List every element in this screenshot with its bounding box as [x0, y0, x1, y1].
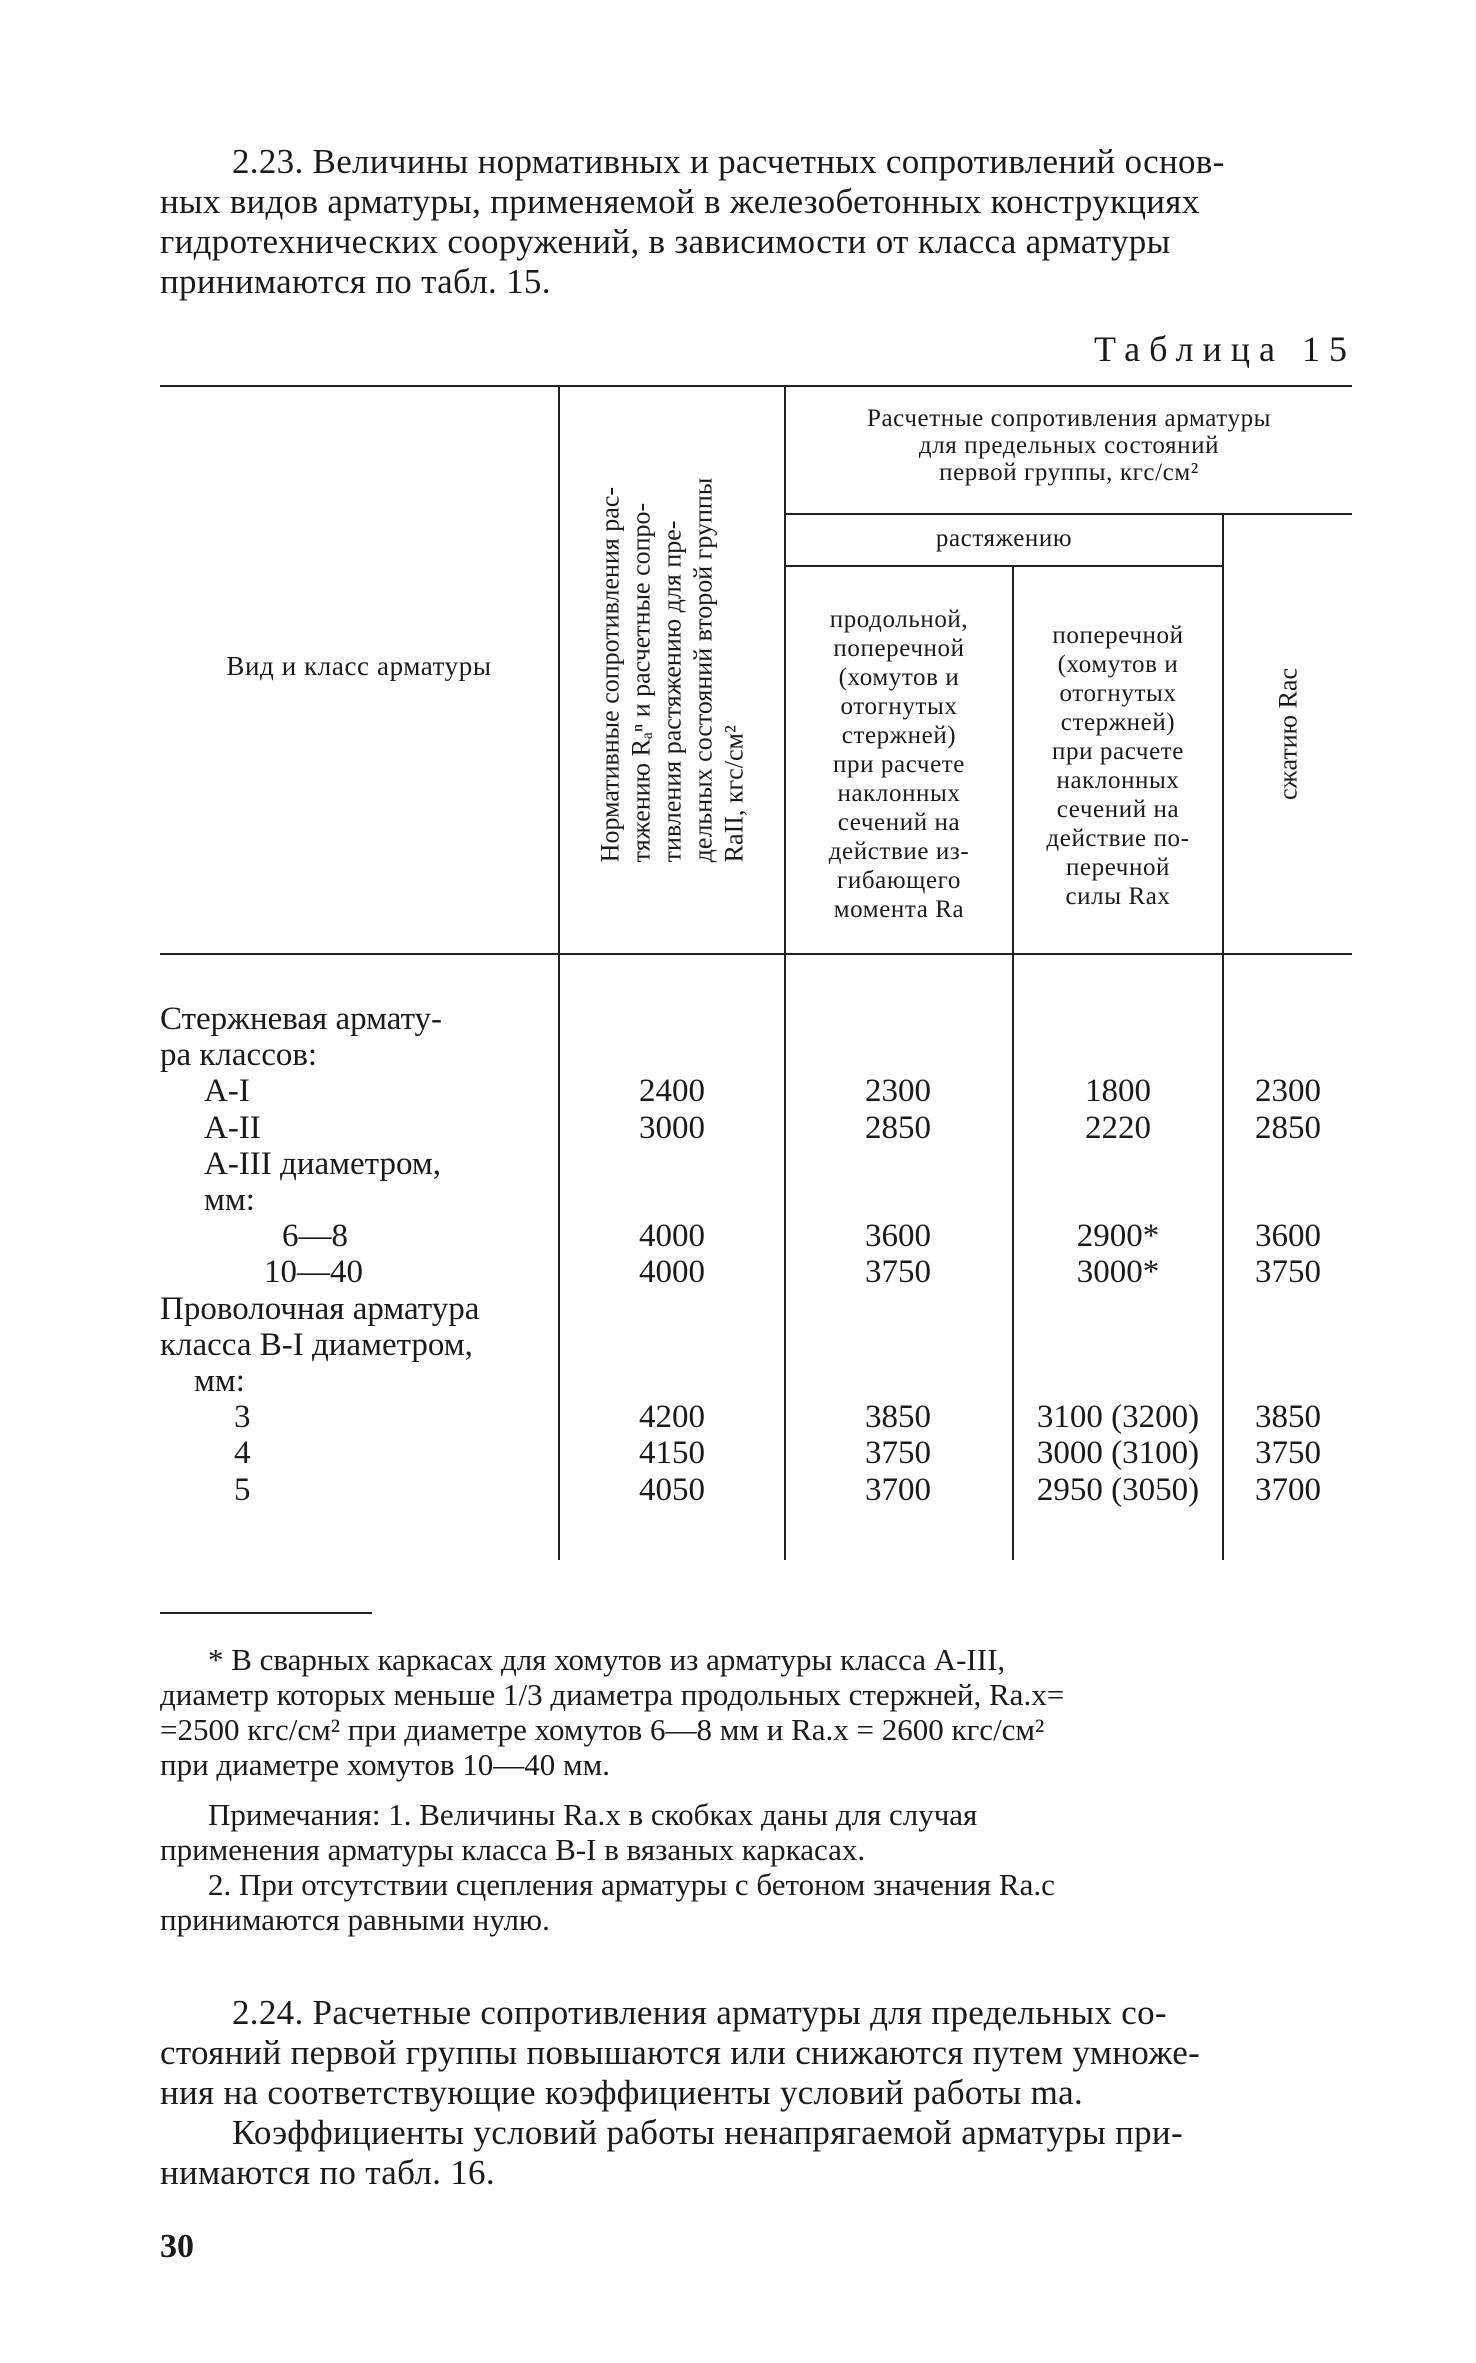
row-label: 3 — [234, 1399, 251, 1436]
text-line: Коэффициенты условий работы ненапрягаемой арматуры при- — [232, 2113, 1183, 2152]
row-label: А-II — [204, 1109, 261, 1146]
footnote-rule — [160, 1612, 372, 1614]
header-compression — [1224, 515, 1352, 953]
table-cell: 4000 — [639, 1254, 705, 1291]
text-line: * В сварных каркасах для хомутов из арматуры класса А-III, — [208, 1642, 1006, 1677]
text-line: =2500 кгс/см² при диаметре хомутов 6—8 мм и Ra.x = 2600 кгс/см² — [160, 1712, 1045, 1747]
table-cell: 1800 — [1085, 1073, 1151, 1110]
table-cell: 3100 (3200) — [1036, 1399, 1200, 1436]
header-line: (хомутов и — [1057, 651, 1179, 678]
table-cell: 2300 — [1255, 1073, 1321, 1110]
row-label: 4 — [234, 1435, 251, 1472]
row-label: Проволочная арматура — [160, 1290, 480, 1327]
text-line: принимаются по табл. 15. — [160, 262, 551, 301]
text-line: 2.23. Величины нормативных и расчетных сопротивлений основ- — [232, 142, 1225, 181]
paragraph-2-24 — [160, 1993, 1360, 2193]
header-line: действие из- — [828, 838, 970, 865]
text-line: применения арматуры класса В-I в вязаных каркасах. — [160, 1832, 866, 1867]
footnote — [160, 1642, 1360, 1782]
table-cell: 4000 — [639, 1218, 705, 1255]
table-cell: 3750 — [1255, 1435, 1321, 1472]
header-line: поперечной — [833, 635, 965, 662]
table-cell: 3000* — [1076, 1254, 1160, 1291]
header-kind: Вид и класс арматуры — [226, 651, 492, 681]
table-cell: 3850 — [1255, 1399, 1321, 1436]
header-line: стержней) — [1060, 709, 1176, 736]
header-line: стержней) — [841, 722, 957, 749]
row-label: 5 — [234, 1471, 251, 1508]
column-rule — [784, 385, 786, 1560]
header-longitudinal — [786, 605, 1012, 924]
header-line: поперечной — [1052, 622, 1184, 649]
table-notes — [160, 1797, 1360, 1937]
text-line: Примечания: 1. Величины Ra.x в скобках даны для случая — [208, 1797, 978, 1832]
text-line: ния на соответствующие коэффициенты условий работы ma. — [160, 2073, 1084, 2112]
row-label: ра классов: — [160, 1037, 318, 1074]
table-cell: 3000 — [639, 1109, 705, 1146]
header-line: (хомутов и — [838, 664, 960, 691]
table-cell: 3750 — [865, 1254, 931, 1291]
row-label: мм: — [204, 1182, 255, 1218]
text-line: принимаются равными нулю. — [160, 1902, 550, 1937]
header-transverse — [1014, 621, 1222, 911]
table-cell: 3000 (3100) — [1036, 1435, 1200, 1472]
table-cell: 3850 — [865, 1399, 931, 1436]
header-line: Нормативные сопротивления рас- — [595, 486, 625, 863]
table-cell: 2850 — [865, 1109, 931, 1146]
table-cell: 4050 — [639, 1471, 705, 1508]
header-line: сечений на — [1056, 796, 1180, 823]
header-line: RaII, кгс/см² — [719, 725, 749, 863]
header-line: наклонных — [1056, 767, 1180, 794]
header-line: отогнутых — [840, 693, 958, 720]
row-label: класса В-I диаметром, — [160, 1326, 473, 1363]
text-line: нимаются по табл. 16. — [160, 2153, 495, 2192]
table-cell: 3600 — [865, 1218, 931, 1255]
header-line: при расчете — [1052, 738, 1184, 765]
header-line: сжатию Rac — [1273, 668, 1303, 800]
header-line: Расчетные сопротивления арматуры — [866, 405, 1272, 432]
header-line: при расчете — [833, 751, 965, 778]
header-line: силы Rax — [1065, 883, 1171, 910]
header-line: продольной, — [829, 606, 969, 633]
table-cell: 3600 — [1255, 1218, 1321, 1255]
text-line: ных видов арматуры, применяемой в железобетонных конструкциях — [160, 182, 1200, 221]
table-cell: 2400 — [639, 1073, 705, 1110]
table-cell: 3750 — [1255, 1254, 1321, 1291]
row-label: Стержневая армату- — [160, 1001, 443, 1037]
text-line: гидротехнических сооружений, в зависимости от класса арматуры — [160, 222, 1171, 261]
header-line: момента Ra — [833, 896, 965, 923]
header-line: тяжению Rₐⁿ и расчетные сопро- — [626, 502, 656, 863]
table-cell: 3750 — [865, 1435, 931, 1472]
header-line: тивления растяжению для пре- — [657, 520, 687, 863]
table-cell: 2900* — [1076, 1218, 1160, 1255]
text-line: стояний первой группы повышаются или снижаются путем умноже- — [160, 2033, 1201, 2072]
row-label: А-III диаметром, — [204, 1145, 441, 1182]
header-line: отогнутых — [1059, 680, 1177, 707]
table-cell: 3700 — [865, 1471, 931, 1508]
table-cell: 3700 — [1255, 1471, 1321, 1508]
text-line: 2. При отсутствии сцепления арматуры с бетоном значения Ra.c — [208, 1867, 1055, 1902]
text-line: диаметр которых меньше 1/3 диаметра продольных стержней, Ra.x= — [160, 1677, 1065, 1712]
header-line: действие по- — [1046, 825, 1190, 852]
header-line: гибающего — [836, 867, 961, 894]
table-15 — [160, 385, 1352, 1560]
row-label: 6—8 — [282, 1218, 348, 1255]
text-line: при диаметре хомутов 10—40 мм. — [160, 1747, 610, 1782]
header-bottom-rule — [160, 953, 1352, 955]
header-line: для предельных состояний — [918, 432, 1220, 459]
header-normative — [560, 387, 784, 953]
text-line: 2.24. Расчетные сопротивления арматуры для предельных со- — [232, 1993, 1167, 2032]
header-group1 — [786, 405, 1352, 486]
table-cell: 2950 (3050) — [1036, 1471, 1200, 1508]
table-cell: 2850 — [1255, 1109, 1321, 1146]
paragraph-2-23 — [160, 142, 1360, 302]
table-cell: 4150 — [639, 1435, 705, 1472]
table-cell: 2300 — [865, 1073, 931, 1110]
row-label: мм: — [194, 1363, 245, 1399]
row-label: 10—40 — [264, 1254, 363, 1291]
header-tension: растяжению — [935, 525, 1073, 552]
header-line: первой группы, кгс/см² — [939, 459, 1199, 486]
table-cell: 4200 — [639, 1399, 705, 1436]
page-number: 30 — [160, 2228, 194, 2265]
header-line: наклонных — [837, 780, 961, 807]
table-cell: 2220 — [1085, 1109, 1151, 1146]
table-caption: Таблица 15 — [1094, 329, 1356, 369]
header-line: перечной — [1065, 854, 1171, 881]
row-label: А-I — [204, 1073, 250, 1110]
tension-header-rule — [784, 565, 1222, 567]
header-line: сечений на — [837, 809, 961, 836]
header-line: дельных состояний второй группы — [688, 477, 718, 863]
